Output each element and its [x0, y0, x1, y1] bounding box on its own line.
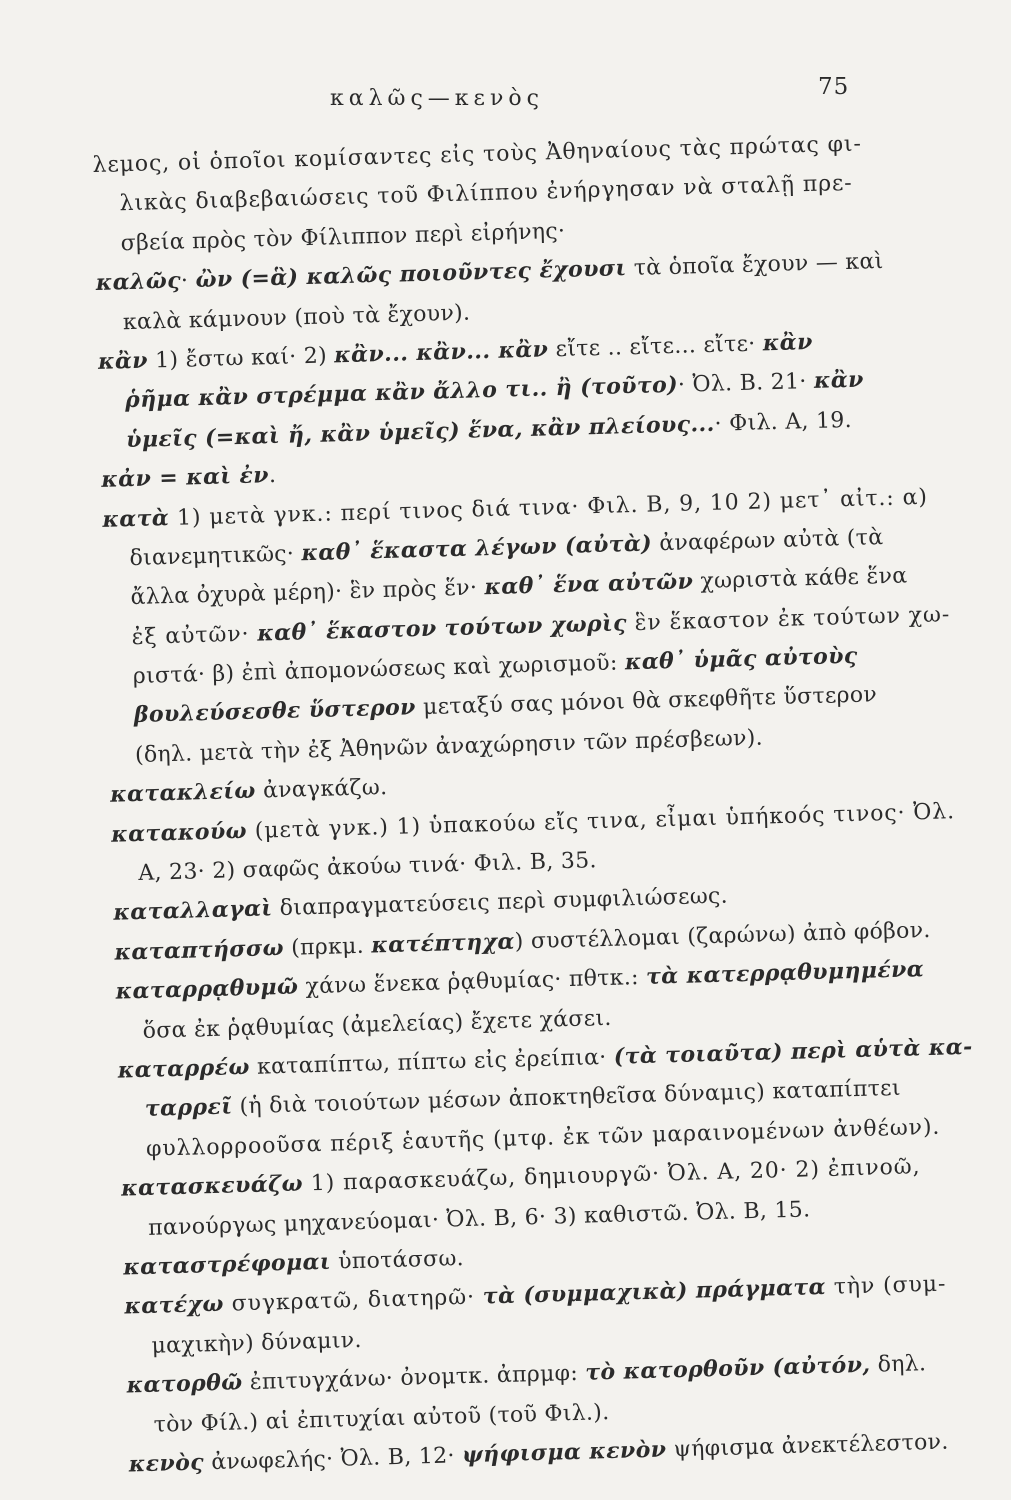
- definition-text: τὰ ὁποῖα ἔχουν — καὶ: [626, 249, 884, 282]
- page-number: 75: [818, 74, 850, 100]
- definition-text: ὑποτάσσω.: [330, 1245, 465, 1275]
- definition-text: διανεμητικῶς·: [129, 541, 302, 572]
- headword: καθ᾽ ἕκαστον τούτων χωρὶς: [256, 609, 628, 647]
- definition-text: (πρκμ.: [283, 933, 372, 961]
- definition-text: (ἡ διὰ τοιούτων μέσων ἀποκτηθεῖσα δύναμις) καταπίπτει: [231, 1076, 902, 1120]
- headword: καλῶς: [95, 267, 182, 297]
- definition-text: (μετὰ γνκ.) 1) ὑπακούω εἴς τινα, εἶμαι ὑπήκοός τινος· Ὀλ.: [246, 798, 956, 844]
- definition-text: (δηλ. μετὰ τὴν ἐξ Ἀθηνῶν ἀναχώρησιν τῶν πρέσβεων).: [134, 725, 764, 768]
- definition-text: ἀναγκάζω.: [255, 775, 388, 804]
- headword: κενὸς: [128, 1449, 205, 1478]
- headword: κατακλείω: [109, 777, 257, 808]
- definition-text: Α, 23· 2) σαφῶς ἀκούω τινά· Φιλ. Β, 35.: [137, 848, 598, 887]
- headword: κατασκευάζω: [120, 1170, 304, 1202]
- definition-text: χωριστὰ κάθε ἕνα: [692, 563, 908, 595]
- headword: κατακούω: [110, 817, 248, 848]
- definition-text: καταπίπτω, πίπτω εἰς ἐρείπια·: [249, 1044, 615, 1080]
- running-head: καλῶς—κενὸς: [330, 86, 544, 111]
- definition-text: 1) ἔστω καί· 2): [147, 343, 335, 374]
- definition-text: ἄλλα ὀχυρὰ μέρη)· ἓν πρὸς ἕν·: [130, 575, 485, 611]
- headword: καθ᾽ ἕκαστα λέγων (αὐτὰ): [301, 530, 653, 567]
- headword: καταπτήσσω: [114, 934, 285, 966]
- headword: καταρρέω: [117, 1053, 251, 1084]
- definition-text: τὴν (συμ-: [825, 1271, 947, 1301]
- headword: καθ᾽ ἕνα αὐτῶν: [484, 568, 694, 601]
- headword: ὑμεῖς (=καὶ ἤ, κἂν ὑμεῖς) ἕνα, κἂν πλείους...: [125, 410, 715, 453]
- headword: καταλλαγαὶ: [113, 895, 273, 927]
- definition-text: 1) μετὰ γνκ.: περί τινος διά τινα· Φιλ. Β, 9, 10 2) μετ᾽ αἰτ.: α): [168, 484, 929, 531]
- definition-text: 1) παρασκευάζω, δημιουργῶ· Ὀλ. Α, 20· 2) ἐπινοῶ,: [302, 1154, 921, 1197]
- definition-text: τὸν Φίλ.) αἱ ἐπιτυχίαι αὐτοῦ (τοῦ Φιλ.).: [153, 1399, 610, 1438]
- headword: κατέπτηχα: [370, 928, 516, 959]
- headword: κἂν: [97, 347, 149, 375]
- definition-text: συγκρατῶ, διατηρῶ·: [223, 1284, 484, 1318]
- definition-text: διαπραγματεύσεις περὶ συμφιλιώσεως.: [272, 883, 729, 922]
- definition-text: σβεία πρὸς τὸν Φίλιππον περὶ εἰρήνης·: [120, 218, 566, 257]
- definition-text: λικὰς διαβεβαιώσεις τοῦ Φιλίππου ἐνήργησαν νὰ σταλῇ πρε-: [119, 171, 853, 217]
- headword: κἂν... κἂν... κἂν: [333, 336, 549, 369]
- headword: βουλεύσεσθε ὕστερον: [133, 694, 417, 729]
- definition-text: δηλ.: [870, 1351, 927, 1378]
- definition-text: λεμος, οἱ ὁποῖοι κομίσαντες εἰς τοὺς Ἀθηναίους τὰς πρώτας φι-: [92, 131, 863, 178]
- headword: ῥῆμα κἂν στρέμμα κἂν ἄλλο τι.. ἢ (τοῦτο): [124, 372, 679, 414]
- definition-text: ριστά· β) ἐπὶ ἀπομονώσεως καὶ χωρισμοῦ:: [132, 650, 626, 690]
- headword: καταστρέφομαι: [122, 1248, 332, 1281]
- definition-text: μαχικὴν) δύναμιν.: [151, 1327, 363, 1359]
- headword: κἂν: [762, 328, 814, 357]
- definition-text: ἀνωφελής· Ὀλ. Β, 12·: [203, 1443, 463, 1476]
- definition-text: · Ὀλ. Β. 21·: [677, 369, 815, 399]
- definition-text: ἀναφέρων αὐτὰ (τὰ: [651, 524, 884, 557]
- glossary-text: [92, 124, 973, 1485]
- headword: καθ᾽ ὑμᾶς αὐτοὺς: [624, 642, 859, 676]
- definition-text: ἐπιτυγχάνω· ὀνομτκ. ἀπρμφ:: [242, 1360, 586, 1396]
- definition-text: ὅσα ἐκ ῥᾳθυμίας (ἀμελείας) ἔχετε χάσει.: [142, 1005, 612, 1044]
- definition-text: ψήφισμα ἀνεκτέλεστον.: [666, 1429, 949, 1463]
- headword: κατὰ: [102, 504, 170, 533]
- definition-text: ἐξ αὐτῶν·: [131, 621, 258, 650]
- definition-text: εἴτε .. εἴτε... εἴτε·: [547, 331, 764, 363]
- headword: κἂν: [813, 366, 865, 395]
- headword: (τὰ τοιαῦτα) περὶ αὑτὰ κα-: [613, 1033, 973, 1070]
- definition-text: ·: [180, 268, 196, 294]
- headword: ταρρεῖ: [144, 1093, 233, 1123]
- definition-text: ) συστέλλομαι (ζαρώνω) ἀπὸ φόβον.: [514, 917, 931, 955]
- headword: τὰ (συμμαχικὰ) πράγματα: [482, 1274, 827, 1310]
- headword: ψήφισμα κενὸν: [461, 1436, 667, 1469]
- headword: τὰ κατερρᾳθυμημένα: [645, 956, 925, 991]
- headword: κατορθῶ: [126, 1369, 243, 1399]
- headword: τὸ κατορθοῦν (αὐτόν,: [584, 1351, 871, 1386]
- headword: κατέχω: [124, 1291, 225, 1320]
- definition-text: χάνω ἕνεκα ῥᾳθυμίας· πθτκ.:: [297, 965, 647, 1000]
- definition-text: καλὰ κάμνουν (ποὺ τὰ ἔχουν).: [122, 300, 471, 335]
- page-header: [0, 74, 1011, 126]
- definition-text: .: [268, 463, 277, 489]
- definition-text: πανούργως μηχανεύομαι· Ὀλ. Β, 6· 3) καθιστῶ. Ὀλ. Β, 15.: [147, 1196, 811, 1241]
- headword: ὢν (=ἃ) καλῶς ποιοῦντες ἔχουσι: [195, 255, 627, 294]
- definition-text: φυλλορροοῦσα πέριξ ἑαυτῆς (μτφ. ἐκ τῶν μαραινομένων ἀνθέων).: [145, 1114, 941, 1162]
- definition-text: · Φιλ. Α, 19.: [714, 407, 853, 437]
- definition-text: μεταξύ σας μόνοι θὰ σκεφθῆτε ὕστερον: [415, 682, 878, 721]
- definition-text: ἓν ἕκαστον ἐκ τούτων χω-: [626, 601, 951, 636]
- headword: καταρρᾳθυμῶ: [115, 973, 299, 1005]
- headword: κἀν = καὶ ἐν: [100, 462, 270, 493]
